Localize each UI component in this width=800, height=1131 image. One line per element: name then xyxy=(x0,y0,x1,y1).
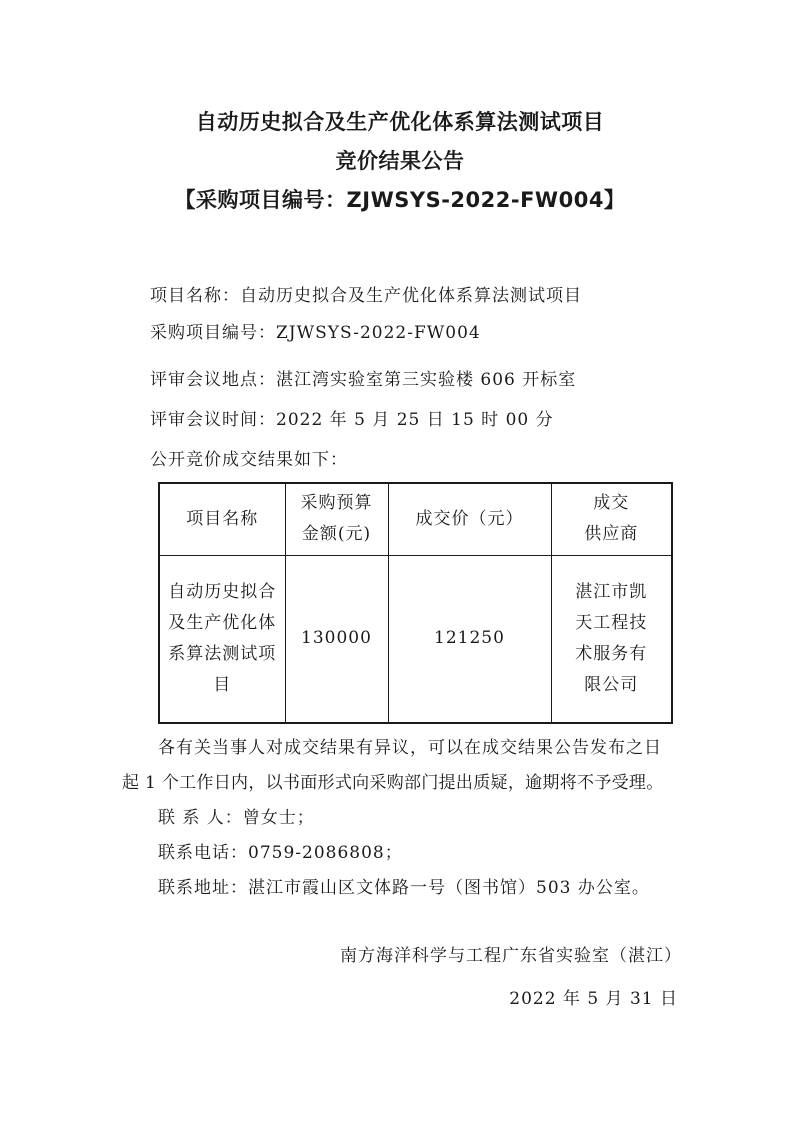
announcement-subtitle: 竞价结果公告 xyxy=(335,149,465,173)
header-deal-price: 成交价（元） xyxy=(388,483,551,555)
result-table xyxy=(158,482,673,724)
issue-date: 2022 年 5 月 31 日 xyxy=(509,989,678,1009)
objection-notice-line2: 起 1 个工作日内，以书面形式向采购部门提出质疑，逾期将不予受理。 xyxy=(122,773,664,793)
cell-project-name: 自动历史拟合 及生产优化体 系算法测试项 目 xyxy=(159,555,285,723)
project-code-line: 采购项目编号：ZJWSYS-2022-FW004 xyxy=(150,323,481,343)
table-row xyxy=(159,555,672,723)
meeting-time-line: 评审会议时间：2022 年 5 月 25 日 15 时 00 分 xyxy=(150,410,554,430)
header-budget: 采购预算 金额(元) xyxy=(285,483,388,555)
contact-address-line: 联系地址：湛江市霞山区文体路一号（图书馆）503 办公室。 xyxy=(158,878,650,898)
contact-person-line: 联 系 人：曾女士； xyxy=(158,808,315,828)
header-project-name: 项目名称 xyxy=(159,483,285,555)
table-header-row xyxy=(159,483,672,555)
objection-notice-line1: 各有关当事人对成交结果有异议，可以在成交结果公告发布之日 xyxy=(158,738,662,758)
procurement-code-heading: 【采购项目编号：ZJWSYS-2022-FW004】 xyxy=(174,188,626,212)
issuing-organization: 南方海洋科学与工程广东省实验室（湛江） xyxy=(340,946,682,966)
project-name-line: 项目名称：自动历史拟合及生产优化体系算法测试项目 xyxy=(150,286,582,306)
header-supplier: 成交 供应商 xyxy=(551,483,672,555)
contact-phone-line: 联系电话：0759-2086808； xyxy=(158,843,403,863)
cell-deal-price: 121250 xyxy=(388,555,551,723)
meeting-place-line: 评审会议地点：湛江湾实验室第三实验楼 606 开标室 xyxy=(150,370,577,390)
cell-budget: 130000 xyxy=(285,555,388,723)
result-intro-line: 公开竞价成交结果如下： xyxy=(150,450,348,470)
announcement-title: 自动历史拟合及生产优化体系算法测试项目 xyxy=(195,110,605,134)
cell-supplier: 湛江市凯 天工程技 术服务有 限公司 xyxy=(551,555,672,723)
